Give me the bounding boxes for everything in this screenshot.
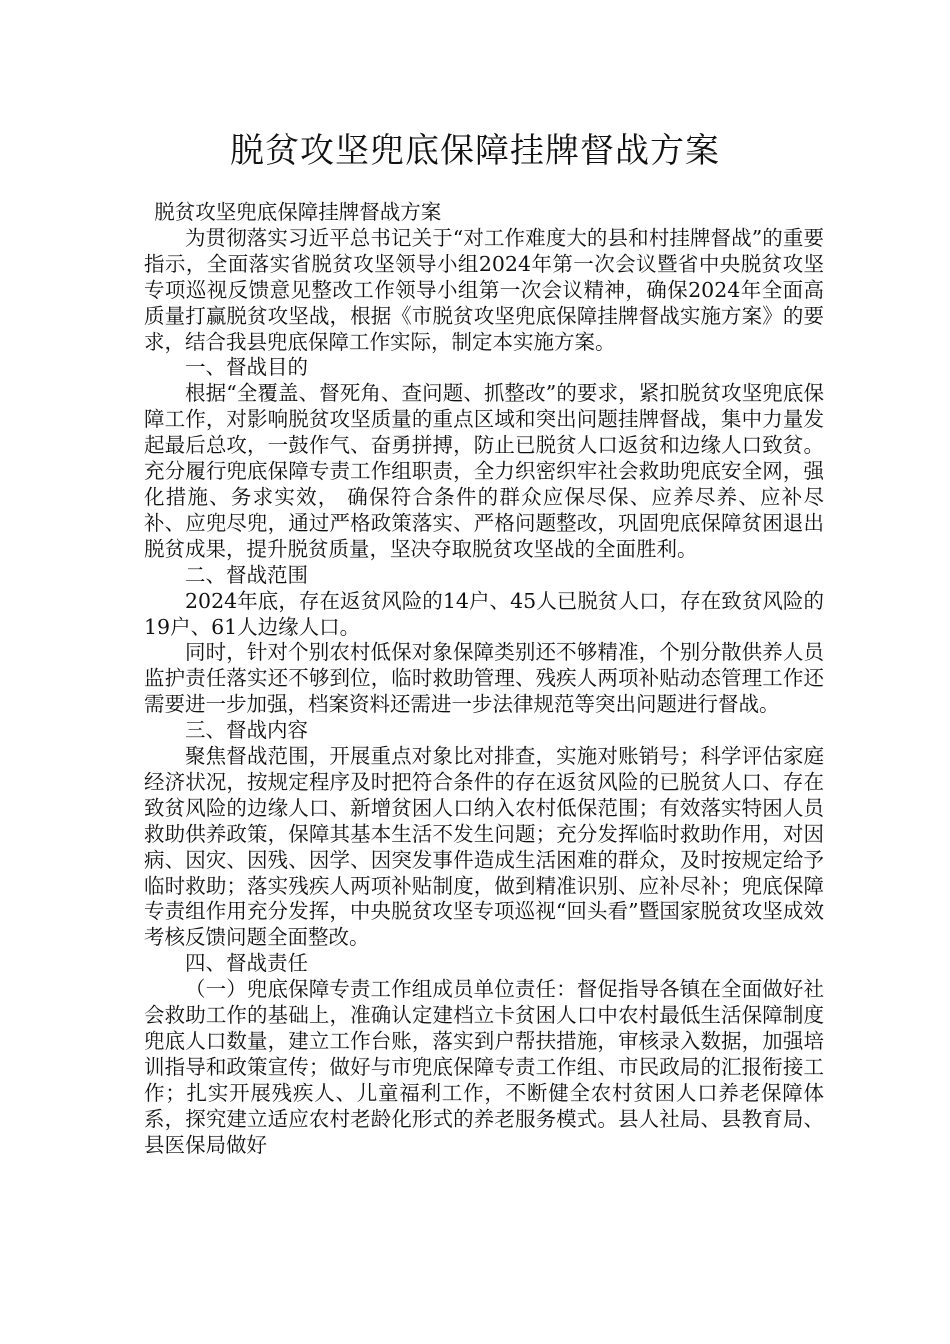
responsibility-paragraph-1: （一）兜底保障专责工作组成员单位责任：督促指导各镇在全面做好社会救助工作的基础上，准确认定建档立卡贫困人口中农村最低生活保障制度兜底人口数量，建立工作台账，落实到户帮扶措施，审核录入数据，加强培训指导和政策宣传；做好与市兜底保障专责工作组、市民政局的汇报衔接工作；扎实开展残疾人、儿童福利工作，不断健全农村贫困人口养老保障体系，探究建立适应农村老龄化形式的养老服务模式。县人社局、县教育局、县医保局做好	[144, 977, 824, 1157]
content-paragraph: 聚焦督战范围，开展重点对象比对排查，实施对账销号；科学评估家庭经济状况，按规定程序及时把符合条件的存在返贫风险的已脱贫人口、存在致贫风险的边缘人口、新增贫困人口纳入农村低保范围；有效落实特困人员救助供养政策，保障其基本生活不发生问题；充分发挥临时救助作用，对因病、因灾、因残、因学、因突发事件造成生活困难的群众，及时按规定给予临时救助；落实残疾人两项补贴制度，做到精准识别、应补尽补；兜底保障专责组作用充分发挥，中央脱贫攻坚专项巡视“回头看”暨国家脱贫攻坚成效考核反馈问题全面整改。	[144, 744, 824, 950]
intro-paragraph: 为贯彻落实习近平总书记关于“对工作难度大的县和村挂牌督战”的重要指示，全面落实省脱贫攻坚领导小组2024年第一次会议暨省中央脱贫攻坚专项巡视反馈意见整改工作领导小组第一次会议精神，确保2024年全面高质量打赢脱贫攻坚战，根据《市脱贫攻坚兜底保障挂牌督战实施方案》的要求，结合我县兜底保障工作实际，制定本实施方案。	[144, 225, 824, 354]
section-heading-responsibility: 四、督战责任	[185, 951, 308, 976]
document-title: 脱贫攻坚兜底保障挂牌督战方案	[230, 131, 720, 171]
document-body	[144, 200, 824, 1159]
section-heading-scope: 二、督战范围	[185, 562, 308, 587]
section-heading-purpose: 一、督战目的	[185, 355, 308, 380]
document-subtitle: 脱贫攻坚兜底保障挂牌督战方案	[154, 200, 442, 224]
purpose-paragraph: 根据“全覆盖、督死角、查问题、抓整改”的要求，紧扣脱贫攻坚兜底保障工作，对影响脱贫攻坚质量的重点区域和突出问题挂牌督战，集中力量发起最后总攻，一鼓作气、奋勇拼搏，防止已脱贫人口返贫和边缘人口致贫。充分履行兜底保障专责工作组职责，全力织密织牢社会救助兜底安全网，强化措施、务求实效， 确保符合条件的群众应保尽保、应养尽养、应补尽补、应兜尽兜，通过严格政策落实、严格问题整改，巩固兜底保障贫困退出脱贫成果，提升脱贫质量，坚决夺取脱贫攻坚战的全面胜利。	[144, 381, 824, 561]
scope-paragraph-2: 同时，针对个别农村低保对象保障类别还不够精准，个别分散供养人员监护责任落实还不够到位，临时救助管理、残疾人两项补贴动态管理工作还需要进一步加强，档案资料还需进一步法律规范等突出问题进行督战。	[144, 640, 824, 717]
section-heading-content: 三、督战内容	[185, 718, 308, 743]
scope-paragraph-1: 2024年底，存在返贫风险的14户、45人已脱贫人口，存在致贫风险的19户、61人边缘人口。	[144, 588, 824, 639]
